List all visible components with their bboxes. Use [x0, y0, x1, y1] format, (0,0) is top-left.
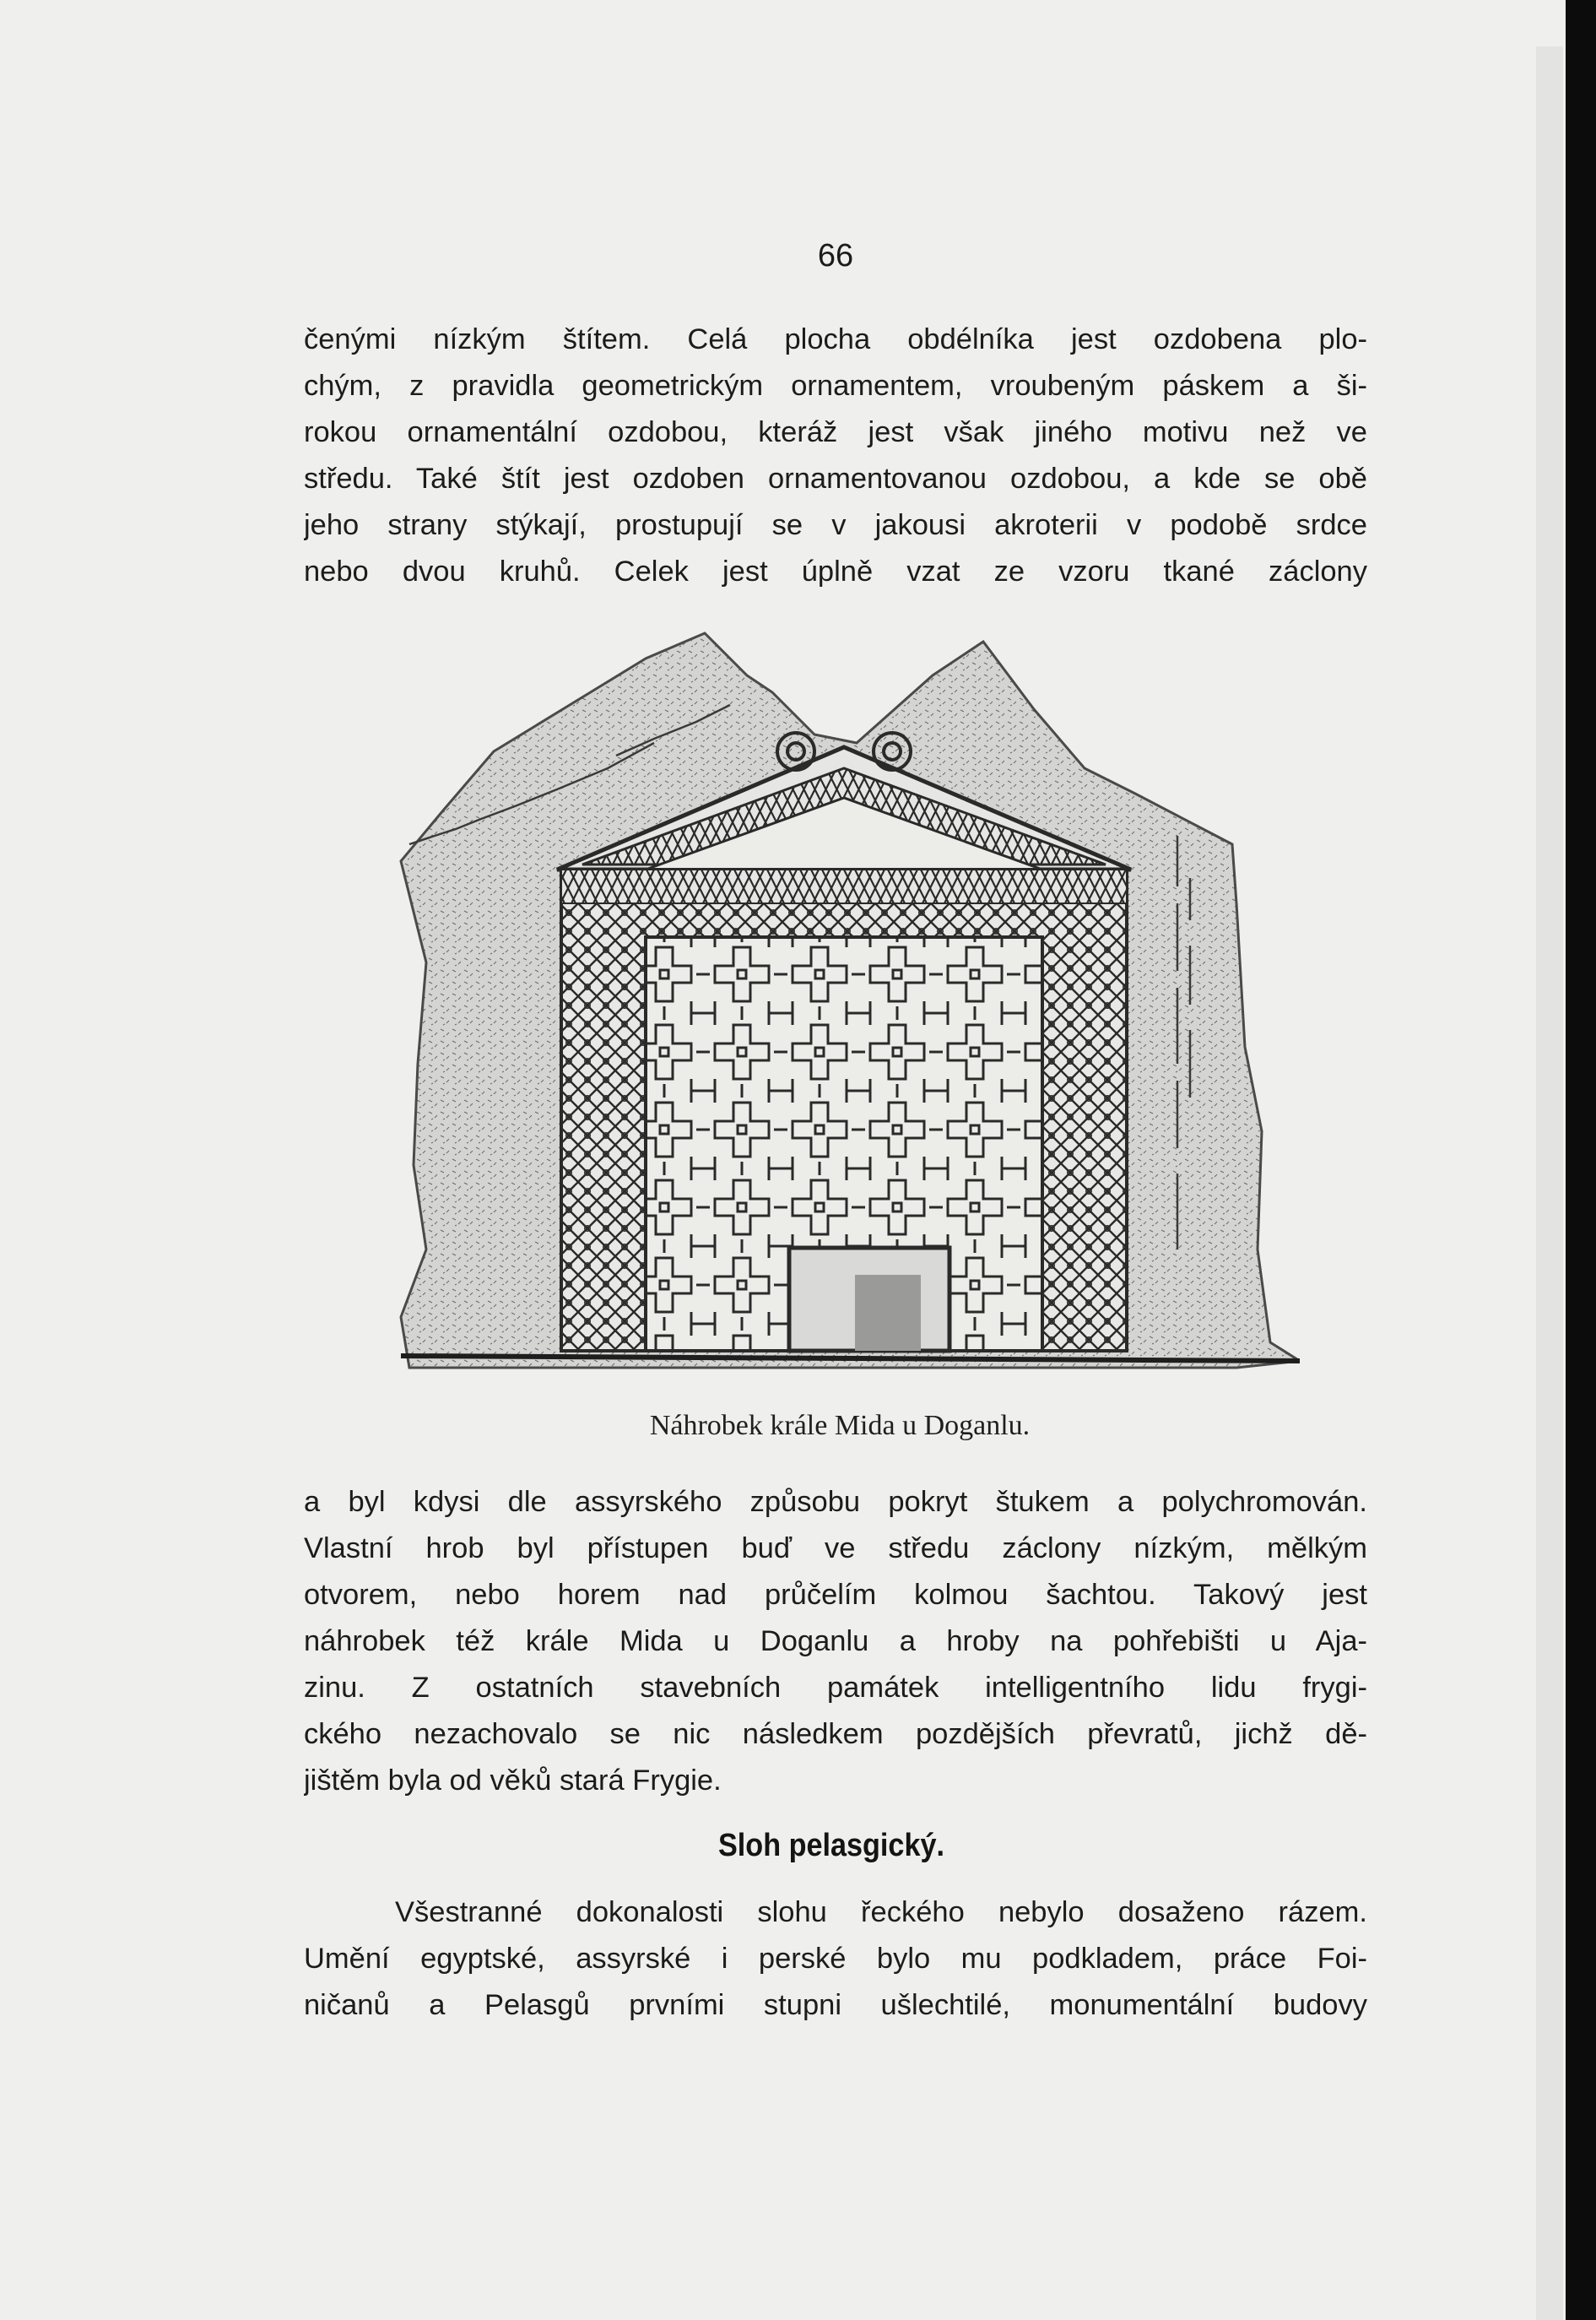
- text-line: chým, z pravidla geometrickým ornamentem, vroubeným páskem a ši-: [304, 370, 1367, 402]
- page-number: 66: [817, 238, 854, 274]
- tomb-illustration: [392, 625, 1300, 1374]
- text-line: zinu. Z ostatních stavebních památek intelligentního lidu frygi-: [304, 1672, 1367, 1704]
- figure-caption: Náhrobek krále Mida u Doganlu.: [649, 1410, 1031, 1441]
- paragraph-2: [304, 1479, 1367, 1804]
- section-heading: Sloh pelasgický.: [717, 1828, 945, 1863]
- scan-border: [1566, 0, 1596, 2320]
- text-line: Umění egyptské, assyrské i perské bylo mu podkladem, práce Foi-: [304, 1943, 1367, 1975]
- text-line: Všestranné dokonalosti slohu řeckého nebylo dosaženo rázem.: [395, 1896, 1367, 1928]
- text-line: jeho strany stýkají, prostupují se v jakousi akroterii v podobě srdce: [304, 509, 1367, 541]
- text-line: středu. Také štít jest ozdoben ornamentovanou ozdobou, a kde se obě: [304, 463, 1367, 495]
- text-line: ničanů a Pelasgů prvními stupni ušlechtilé, monumentální budovy: [304, 1989, 1367, 2021]
- page-edge-shadow: [1536, 46, 1563, 2320]
- paragraph-1: [304, 317, 1367, 595]
- text-line: čenými nízkým štítem. Celá plocha obdélníka jest ozdobena plo-: [304, 323, 1367, 355]
- text-line: nebo dvou kruhů. Celek jest úplně vzat ze vzoru tkané záclony: [304, 556, 1367, 588]
- text-line: náhrobek též krále Mida u Doganlu a hroby na pohřebišti u Aja-: [304, 1625, 1367, 1657]
- text-line: ckého nezachovalo se nic následkem pozdějších převratů, jichž dě-: [304, 1718, 1367, 1750]
- text-line: otvorem, nebo horem nad průčelím kolmou šachtou. Takový jest: [304, 1579, 1367, 1611]
- tomb-drawing: [392, 625, 1300, 1374]
- text-line: rokou ornamentální ozdobou, kteráž jest však jiného motivu než ve: [304, 416, 1367, 448]
- text-line: Vlastní hrob byl přístupen buď ve středu záclony nízkým, mělkým: [304, 1532, 1367, 1564]
- text-line: a byl kdysi dle assyrského způsobu pokryt štukem a polychromován.: [304, 1486, 1367, 1518]
- text-line: jištěm byla od věků stará Frygie.: [304, 1764, 722, 1797]
- paragraph-3: [304, 1889, 1367, 2029]
